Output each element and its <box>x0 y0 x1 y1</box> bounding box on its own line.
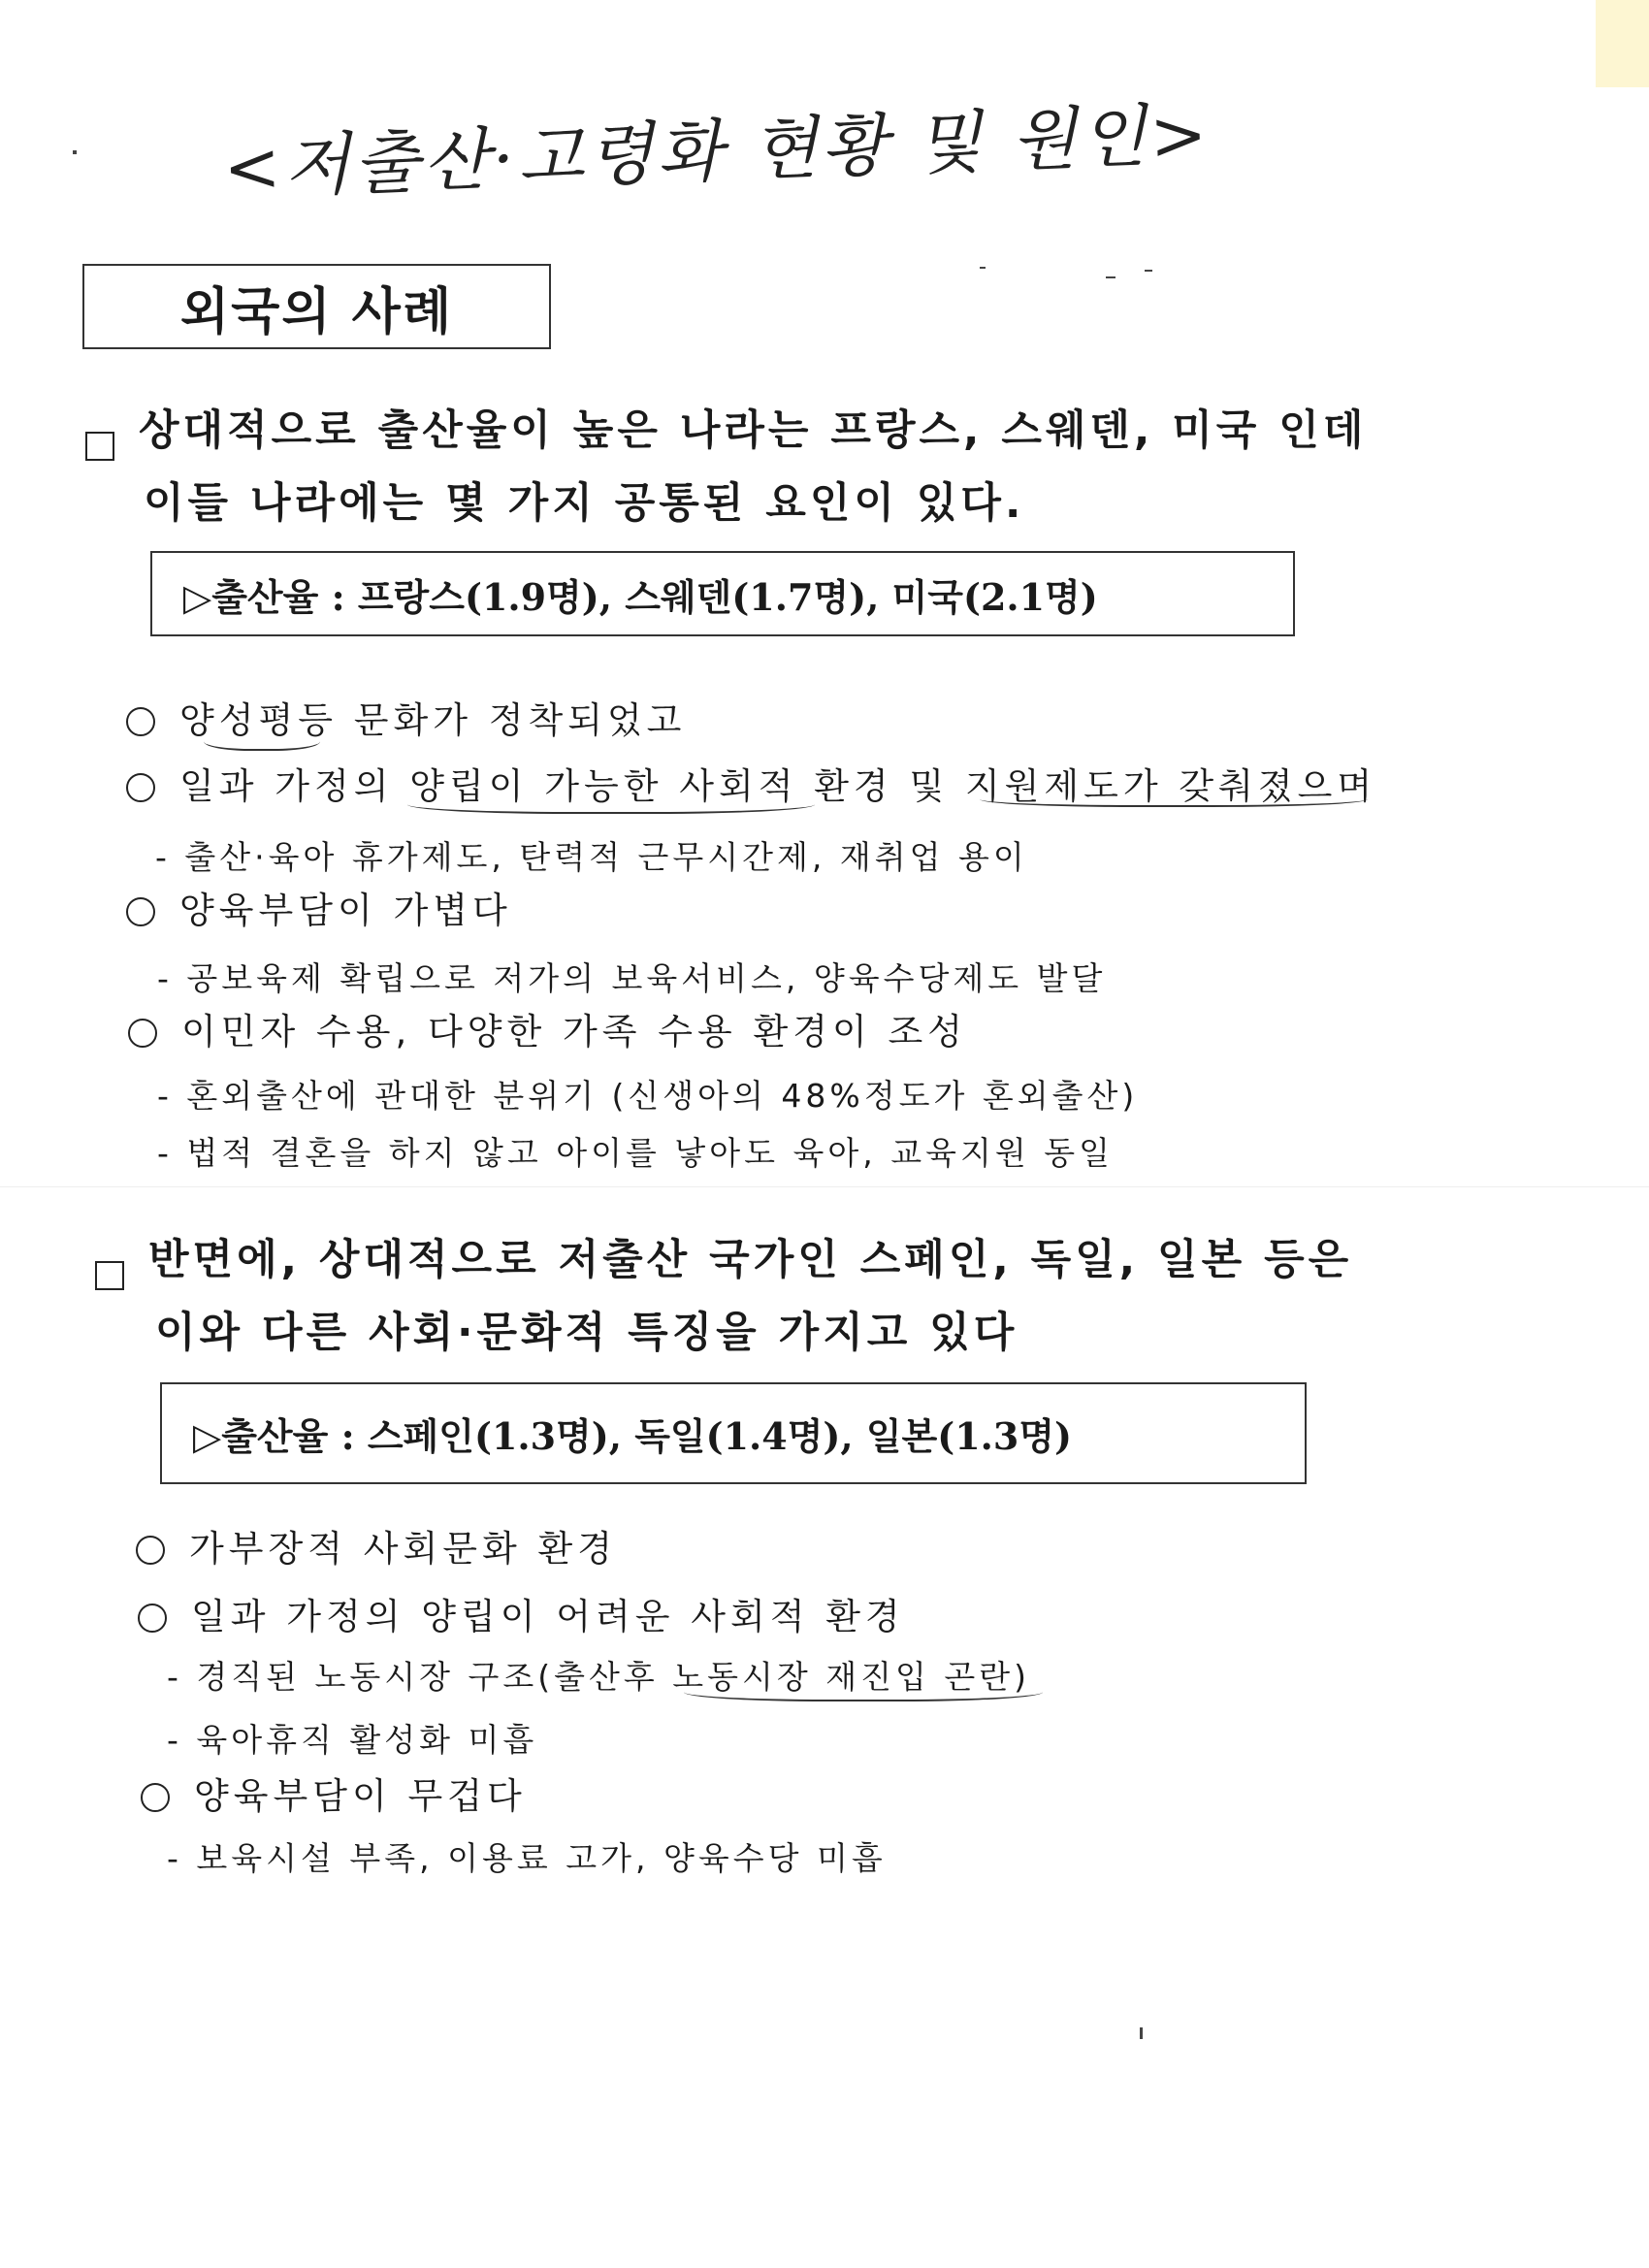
sub-item: - 법적 결혼을 하지 않고 아이를 낳아도 육아, 교육지원 동일 <box>157 1134 1114 1172</box>
scan-speck <box>1106 276 1116 278</box>
checkbox-square-icon <box>85 432 114 461</box>
underline-mark <box>684 1678 1043 1701</box>
circle-bullet-icon <box>126 707 155 736</box>
birth-rate-box <box>160 1382 1307 1484</box>
circle-bullet-icon <box>126 897 155 926</box>
checkbox-square-icon <box>95 1261 124 1290</box>
circle-bullet-icon <box>136 1536 165 1565</box>
birth-rate-text: ▷출산율 : 스페인(1.3명), 독일(1.4명), 일본(1.3명) <box>193 1414 1073 1458</box>
circle-bullet-icon <box>128 1019 157 1048</box>
bullet-item: 가부장적 사회문화 환경 <box>189 1528 617 1570</box>
birth-rate-text: ▷출산율 : 프랑스(1.9명), 스웨덴(1.7명), 미국(2.1명) <box>183 574 1098 619</box>
sub-item: - 혼외출산에 관대한 분위기 (신생아의 48%정도가 혼외출산) <box>157 1077 1139 1115</box>
bullet-item: 일과 가정의 양립이 가능한 사회적 환경 및 지원제도가 갖춰졌으며 <box>179 765 1377 807</box>
circle-bullet-icon <box>126 773 155 802</box>
bullet-item: 양육부담이 무겁다 <box>194 1775 527 1817</box>
lead-line: 반면에, 상대적으로 저출산 국가인 스페인, 독일, 일본 등은 <box>148 1236 1353 1284</box>
scan-speck <box>1145 270 1152 272</box>
circle-bullet-icon <box>141 1783 170 1812</box>
bullet-item: 이민자 수용, 다양한 가족 수용 환경이 조성 <box>181 1011 967 1053</box>
lead-line: 이들 나라에는 몇 가지 공통된 요인이 있다. <box>144 479 1025 528</box>
lead-line: 이와 다른 사회·문화적 특징을 가지고 있다 <box>155 1309 1018 1357</box>
scan-speck <box>73 150 77 154</box>
scan-speck <box>980 267 986 269</box>
underline-mark <box>204 728 320 751</box>
bullet-item: 양성평등 문화가 정착되었고 <box>179 699 687 741</box>
circle-bullet-icon <box>138 1604 167 1633</box>
section-heading-text: 외국의 사례 <box>179 282 454 341</box>
bullet-item: 일과 가정의 양립이 어려운 사회적 환경 <box>191 1596 905 1637</box>
sub-item: - 보육시설 부족, 이용료 고가, 양육수당 미흡 <box>167 1839 887 1877</box>
sub-item: - 공보육제 확립으로 저가의 보육서비스, 양육수당제도 발달 <box>157 959 1107 997</box>
page-fold-line <box>0 1186 1649 1187</box>
lead-line: 상대적으로 출산율이 높은 나라는 프랑스, 스웨덴, 미국 인데 <box>139 406 1368 455</box>
handwritten-title: <저출산·고령화 현황 및 원인> <box>222 94 1212 209</box>
underline-mark <box>407 791 815 814</box>
paper-corner-tint <box>1596 0 1649 87</box>
sub-item: - 경직된 노동시장 구조(출산후 노동시장 재진입 곤란) <box>167 1658 1031 1696</box>
scan-speck <box>1140 2027 1143 2039</box>
sub-item: - 출산·육아 휴가제도, 탄력적 근무시간제, 재취업 용이 <box>155 838 1028 876</box>
sub-item: - 육아휴직 활성화 미흡 <box>167 1721 538 1759</box>
bullet-item: 양육부담이 가볍다 <box>179 890 512 931</box>
birth-rate-box <box>150 551 1295 636</box>
section-heading <box>82 264 551 349</box>
underline-mark <box>980 788 1368 807</box>
